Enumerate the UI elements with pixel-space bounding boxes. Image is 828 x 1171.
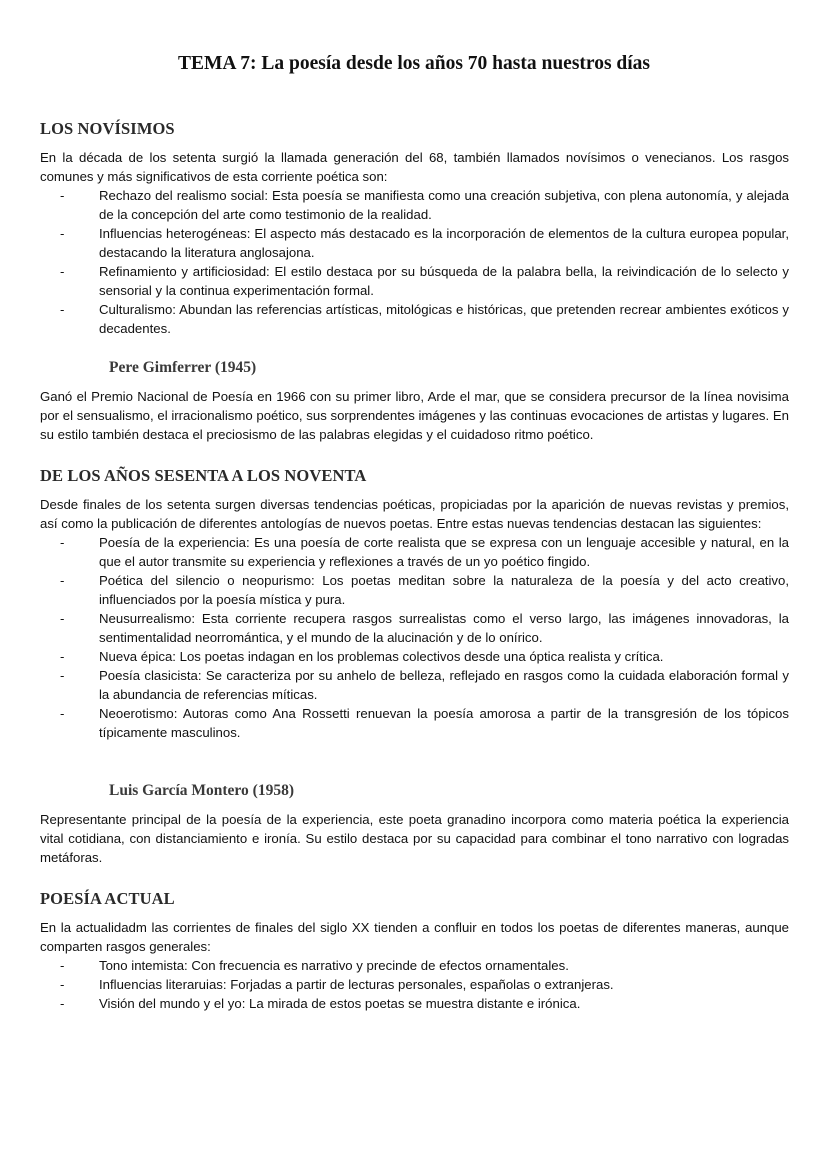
bullet-item [40,533,789,571]
bullet-dash: - [60,996,65,1011]
bullet-dash: - [60,535,65,550]
section-body-novisimos [40,148,789,338]
section-heading-novisimos: LOS NOVÍSIMOS [40,119,175,138]
bullet-item [40,956,789,975]
author-paragraph: Ganó el Premio Nacional de Poesía en 1966 con su primer libro, Arde el mar, que se considera precursor de la línea novisima por el sensualismo, el irracionalismo poético, sus sorprendentes imágenes y las continuas evocaciones de artistas y lugares. En su estilo también destaca el preciosismo de las palabras elegidas y el cuidadoso ritmo poético. [40,389,789,442]
bullet-dash: - [60,302,65,317]
bullet-item [40,609,789,647]
author-heading-garcia-montero: Luis García Montero (1958) [109,782,294,799]
bullet-text: Visión del mundo y el yo: La mirada de estos poetas se muestra distante e irónica. [99,996,581,1011]
bullet-text: Refinamiento y artificiosidad: El estilo destaca por su búsqueda de la palabra bella, la reivindicación de lo selecto y sensorial y la continua experimentación formal. [99,264,789,298]
bullet-text: Neoerotismo: Autoras como Ana Rossetti renuevan la poesía amorosa a partir de la transgresión de los tópicos típicamente masculinos. [99,706,789,740]
bullet-item [40,647,789,666]
bullet-text: Poesía de la experiencia: Es una poesía de corte realista que se expresa con un lenguaje accesible y natural, en la que el autor transmite su experiencia y reflexiones a través de un yo poético fingido. [99,535,789,569]
bullet-item [40,704,789,742]
bullet-text: Influencias heterogéneas: El aspecto más destacado es la incorporación de elementos de la cultura europea popular, destacando la literatura anglosajona. [99,226,789,260]
section-body-poesia-actual [40,918,789,1013]
bullet-item [40,186,789,224]
bullet-dash: - [60,188,65,203]
bullet-text: Rechazo del realismo social: Esta poesía se manifiesta como una creación subjetiva, con plena autonomía, y alejada de la concepción del arte como testimonio de la realidad. [99,188,789,222]
bullet-text: Culturalismo: Abundan las referencias artísticas, mitológicas e históricas, que pretenden recrear ambientes exóticos y decadentes. [99,302,789,336]
author-heading-gimferrer: Pere Gimferrer (1945) [109,359,257,376]
bullet-list [40,956,789,1013]
bullet-text: Neusurrealismo: Esta corriente recupera rasgos surrealistas como el verso largo, las imágenes innovadoras, la sentimentalidad neorromántica, y el mundo de la alucinación y de lo onírico. [99,611,789,645]
bullet-text: Poesía clasicista: Se caracteriza por su anhelo de belleza, reflejado en rasgos como la cuidada elaboración formal y la abundancia de referencias míticas. [99,668,789,702]
bullet-item [40,571,789,609]
bullet-dash: - [60,706,65,721]
bullet-dash: - [60,977,65,992]
author-paragraph: Representante principal de la poesía de la experiencia, este poeta granadino incorpora como materia poética la experiencia vital cotidiana, con distanciamiento e ironía. Su estilo destaca por su capacidad para combinar el tono narrativo con logradas metáforas. [40,812,789,865]
bullet-item [40,666,789,704]
bullet-list [40,186,789,338]
bullet-dash: - [60,573,65,588]
bullet-item [40,975,789,994]
document-title: TEMA 7: La poesía desde los años 70 hasta nuestros días [177,53,651,74]
section-heading-poesia-actual: POESÍA ACTUAL [40,889,175,908]
section-intro: En la actualidadm las corrientes de finales del siglo XX tienden a confluir en todos los poetas de diferentes maneras, aunque comparten rasgos generales: [40,920,789,954]
bullet-list [40,533,789,742]
bullet-item [40,262,789,300]
bullet-dash: - [60,226,65,241]
author-body-garcia-montero [40,810,789,867]
bullet-dash: - [60,649,65,664]
section-heading-sesenta-noventa: DE LOS AÑOS SESENTA A LOS NOVENTA [40,466,367,485]
bullet-text: Poética del silencio o neopurismo: Los poetas meditan sobre la naturaleza de la poesía y del acto creativo, influenciados por la poesía mística y pura. [99,573,789,607]
bullet-dash: - [60,611,65,626]
bullet-item [40,300,789,338]
bullet-text: Nueva épica: Los poetas indagan en los problemas colectivos desde una óptica realista y crítica. [99,649,664,664]
bullet-text: Influencias literaruias: Forjadas a partir de lecturas personales, españolas o extranjeras. [99,977,614,992]
bullet-dash: - [60,668,65,683]
bullet-item [40,224,789,262]
bullet-dash: - [60,264,65,279]
bullet-dash: - [60,958,65,973]
section-intro: En la década de los setenta surgió la llamada generación del 68, también llamados novísimos o venecianos. Los rasgos comunes y más significativos de esta corriente poética son: [40,150,789,184]
author-body-gimferrer [40,387,789,444]
bullet-text: Tono intemista: Con frecuencia es narrativo y precinde de efectos ornamentales. [99,958,569,973]
section-intro: Desde finales de los setenta surgen diversas tendencias poéticas, propiciadas por la aparición de nuevas revistas y premios, así como la publicación de diferentes antologías de nuevos poetas. Entre estas nuevas tendencias destacan las siguientes: [40,497,789,531]
section-body-sesenta-noventa [40,495,789,742]
bullet-item [40,994,789,1013]
